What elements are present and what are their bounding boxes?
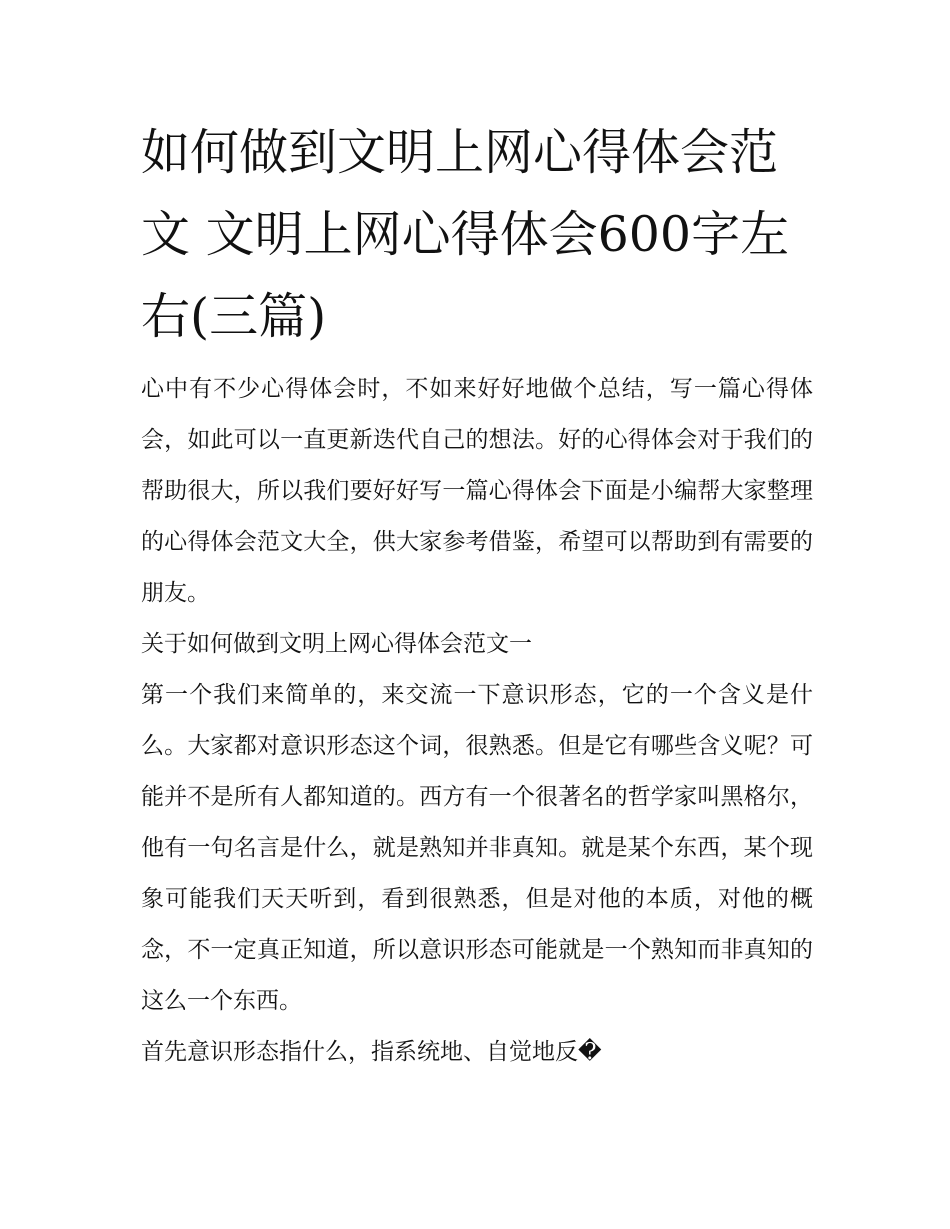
- document-title: 如何做到文明上网心得体会范文 文明上网心得体会600字左右(三篇): [141, 124, 790, 345]
- body-paragraph: 第一个我们来简单的，来交流一下意识形态，它的一个含义是什么。大家都对意识形态这个词，很熟悉。但是它有哪些含义呢？可能并不是所有人都知道的。西方有一个很著名的哲学家叫黑格尔，他有一句名言是什么，就是熟知并非真知。就是某个东西，某个现象可能我们天天听到，看到很熟悉，但是对他的本质，对他的概念，不一定真正知道，所以意识形态可能就是一个熟知而非真知的这么一个东西。: [141, 682, 813, 1014]
- intro-paragraph: 心中有不少心得体会时，不如来好好地做个总结，写一篇心得体会，如此可以一直更新迭代自己的想法。好的心得体会对于我们的帮助很大，所以我们要好好写一篇心得体会下面是小编帮大家整理的心得体会范文大全，供大家参考借鉴，希望可以帮助到有需要的朋友。: [141, 376, 813, 606]
- section-heading: 关于如何做到文明上网心得体会范文一: [141, 631, 532, 657]
- document-body: [141, 112, 813, 1078]
- body-paragraph-truncated: 首先意识形态指什么，指系统地、自觉地反�: [141, 1039, 602, 1065]
